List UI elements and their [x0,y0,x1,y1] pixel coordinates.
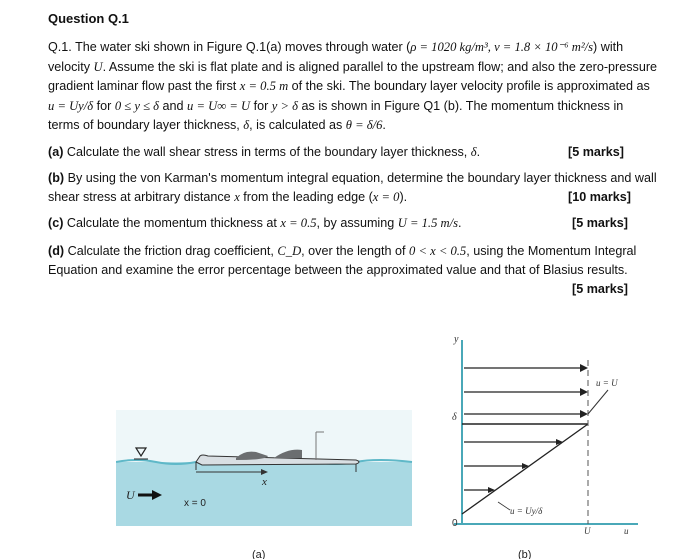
profile-arrow-head [580,388,588,396]
delta-label: δ [452,412,457,423]
intro-text: , is calculated as [249,118,346,132]
part-d-text: , using the Momentum Integral [466,244,637,258]
part-d-text: Equation and examine the error percentage between the approximated value and that of Blasius results. [48,263,628,277]
u-eq-Uyd-leader [498,502,510,510]
intro-text: and [159,98,188,113]
intro-text: as is shown in Figure Q1 (b). The momentum thickness in [298,98,624,113]
intro-text: for [250,98,272,113]
intro-text: for [93,98,115,113]
delta-symbol: δ [470,145,477,159]
freestream-equation: u = U∞ = U [187,98,251,113]
intro-paragraph [48,38,668,136]
drag-coefficient-symbol: C_D [277,244,302,258]
leading-edge-equation: x = 0 [372,190,400,204]
profile-arrow-head [488,487,495,493]
outer-range: y > δ [271,98,299,113]
figure-a-caption: (a) [252,549,266,559]
x-range: 0 < x < 0.5 [409,244,467,258]
part-b-text: By using the von Karman's momentum integral equation, determine the boundary layer thickness and wall [64,171,657,185]
intro-text: Q.1. The water ski shown in Figure Q.1(a) moves through water ( [48,40,411,54]
part-b-text: ). [399,190,408,204]
momentum-thickness-equation: θ = δ/6 [345,118,383,132]
u-eq-U-label: u = U [596,378,618,388]
part-d [48,242,668,296]
u-eq-Uyd-label: u = Uy/δ [510,506,543,516]
part-c-text: , by assuming [316,216,398,230]
part-d-text: , over the length of [301,244,409,258]
length-value: x = 0.5 m [239,79,289,93]
intro-text: . Assume the ski is flat plate and is aligned parallel to the upstream flow; and also the zero-pressure [102,59,658,74]
x0-label: x = 0 [184,498,206,509]
velocity-symbol: U [93,59,103,74]
part-d-label: (d) [48,244,65,258]
x-value: x = 0.5 [280,216,317,230]
linear-profile-line [462,424,588,514]
delta-symbol: δ [243,118,250,132]
part-c [48,214,668,233]
figure-b-caption: (b) [518,549,532,559]
figure-b-velocity-profile [448,330,648,559]
part-c-marks: [5 marks] [572,216,629,230]
part-c-label: (c) [48,216,64,230]
velocity-value: U = 1.5 m/s [397,216,459,230]
part-b [48,169,668,207]
part-a-marks: [5 marks] [568,145,625,159]
origin-label: 0 [452,518,458,529]
x-label: x [262,476,267,488]
profile-arrow-head [580,364,588,372]
part-d-text: Calculate the friction drag coefficient, [64,244,278,258]
intro-text: ) with [593,40,624,54]
part-b-text: from the leading edge ( [239,190,373,204]
U-label: U [126,488,135,502]
y-label: y [454,334,459,345]
part-d-marks: [5 marks] [572,282,629,296]
profile-arrow-head [580,410,588,418]
part-b-label: (b) [48,171,65,185]
profile-equation: u = Uy/δ [48,98,94,113]
question-heading: Question Q.1 [48,11,129,26]
part-a-label: (a) [48,145,64,159]
part-a-text: Calculate the wall shear stress in terms of the boundary layer thickness, [63,145,471,159]
part-b-text: shear stress at arbitrary distance [48,190,235,204]
intro-text: of the ski. The boundary layer velocity profile is approximated as [288,79,650,93]
range-equation: 0 ≤ y ≤ δ [114,98,160,113]
intro-text: gradient laminar flow past the first [48,79,240,93]
u-axis-label: u [624,526,629,536]
part-c-text: . [458,216,462,230]
u-eq-U-leader [588,390,608,414]
part-a-text: . [476,145,481,159]
part-c-text: Calculate the momentum thickness at [63,216,281,230]
intro-text: . [382,118,386,132]
figure-a-water-ski [116,410,416,559]
intro-text: velocity [48,59,94,74]
U-axis-label: U [584,526,591,536]
part-b-marks: [10 marks] [568,190,632,204]
part-a [48,143,668,162]
intro-text: terms of boundary layer thickness, [48,118,244,132]
fluid-properties: ρ = 1020 kg/m³, ν = 1.8 × 10⁻⁶ m²/s [410,40,594,54]
x-symbol: x [234,190,240,204]
